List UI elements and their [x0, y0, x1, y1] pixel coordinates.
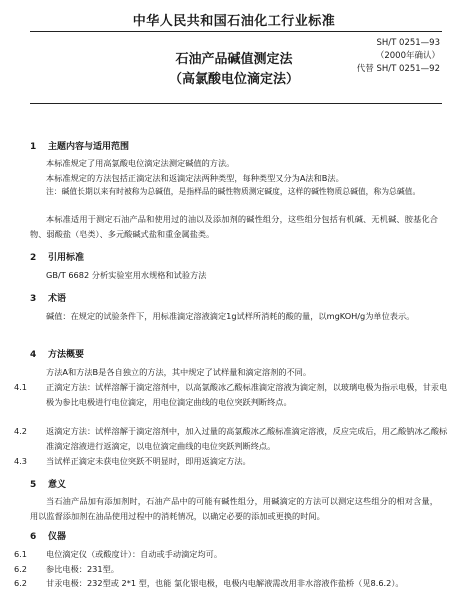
- clause-text: 参比电极：231型。: [46, 564, 119, 574]
- section-number: 1: [30, 142, 37, 152]
- section-2-heading: [30, 250, 84, 263]
- clause-number: 4.1: [14, 382, 28, 392]
- title-rule: [30, 103, 442, 104]
- standard-category-header: 中华人民共和国石油化工行业标准: [132, 14, 336, 29]
- clause-number: 4.2: [14, 426, 28, 436]
- clause-6-1: [14, 547, 454, 562]
- section-1-paragraph-3: 本标准适用于测定石油产品和使用过的油以及添加剂的碱性组分，这些组分包括有机碱、无机碱、胺基化合物、弱酸盐（皂类）、多元酸碱式盐和重金属盐类。: [30, 214, 438, 239]
- section-number: 5: [30, 480, 37, 490]
- title-line-1: 石油产品碱值测定法: [175, 52, 293, 67]
- section-6-heading: [30, 529, 66, 542]
- clause-number: 4.3: [14, 456, 28, 466]
- section-title: 意义: [48, 480, 67, 490]
- clause-text: 正滴定方法：试样溶解于滴定溶剂中，以高氯酸冰乙酸标准滴定溶液为滴定剂，以玻璃电极为指示电极，甘汞电极为参比电极进行电位滴定，用电位滴定曲线的电位突跃判断终点。: [46, 382, 448, 407]
- section-5-heading: [30, 477, 66, 490]
- standard-number: SH/T 0251—93: [376, 38, 440, 48]
- term-definition: 碱值：在规定的试验条件下，用标准滴定溶液滴定1g试样所消耗的酸的量，以mgKOH/g为单位表示。: [46, 311, 415, 321]
- section-title: 术语: [48, 294, 67, 304]
- section-title: 引用标准: [48, 253, 85, 263]
- section-1-note: 注：碱值长期以来有时被称为总碱值，是指样品的碱性物质测定碱度，这样的碱性物质总碱值，称为总碱值。: [46, 187, 421, 196]
- section-3-heading: [30, 291, 66, 304]
- clause-text: 电位滴定仪（或酸度计）：自动或手动滴定均可。: [46, 549, 223, 559]
- clause-text: 当试样正滴定未获电位突跃不明显时，即用返滴定方法。: [46, 456, 251, 466]
- clause-4-3: [14, 454, 454, 469]
- title-line-2: （高氯酸电位滴定法）: [168, 72, 299, 87]
- clause-4-1: [14, 380, 454, 410]
- clause-number: 6.2: [14, 564, 28, 574]
- section-number: 4: [30, 350, 37, 360]
- section-1-paragraph-1: 本标准规定了用高氯酸电位滴定法测定碱值的方法。: [46, 158, 235, 168]
- section-1-heading: [30, 139, 129, 152]
- clause-4-2: [14, 424, 454, 454]
- section-number: 2: [30, 253, 37, 263]
- replaces-standard: 代替 SH/T 0251—92: [356, 64, 440, 74]
- section-5-paragraph: 当石油产品加有添加剂时，石油产品中的可能有碱性组分，用碱滴定的方法可以测定这些组分的相对含量，用以监督添加剂在油品使用过程中的消耗情况，以确定必要的添加或更换的时间。: [30, 496, 438, 521]
- section-number: 3: [30, 294, 37, 304]
- referenced-standard: GB/T 6682 分析实验室用水规格和试验方法: [46, 270, 207, 280]
- clause-number: 6.2: [14, 578, 28, 588]
- section-1-paragraph-2: 本标准规定的方法包括正滴定法和返滴定法两种类型，每种类型又分为A法和B法。: [46, 173, 344, 183]
- section-title: 方法概要: [48, 350, 85, 360]
- clause-number: 6.1: [14, 549, 28, 559]
- section-4-heading: [30, 347, 84, 360]
- document-title: [0, 50, 468, 90]
- section-number: 6: [30, 532, 37, 542]
- header-rule: [30, 31, 442, 32]
- clause-6-3: [14, 576, 454, 591]
- section-title: 主题内容与适用范围: [48, 142, 130, 152]
- clause-6-2: [14, 562, 454, 577]
- clause-text: 返滴定方法：试样溶解于滴定溶剂中，加入过量的高氯酸冰乙酸标准滴定溶液，反应完成后，用乙酸钠冰乙酸标准滴定溶液进行返滴定，以电位滴定曲线的电位突跃判断终点。: [46, 426, 448, 451]
- section-4-paragraph: 方法A和方法B是各自独立的方法，其中规定了试样量和滴定溶剂的不同。: [46, 367, 312, 377]
- section-title: 仪器: [48, 532, 67, 542]
- clause-text: 甘汞电极：232型或 2*1 型，也能 氯化银电极，电极内电解液需改用非水溶液作盐桥（见8.6.2）。: [46, 578, 404, 588]
- reaffirm-year: （2000年确认）: [375, 51, 440, 61]
